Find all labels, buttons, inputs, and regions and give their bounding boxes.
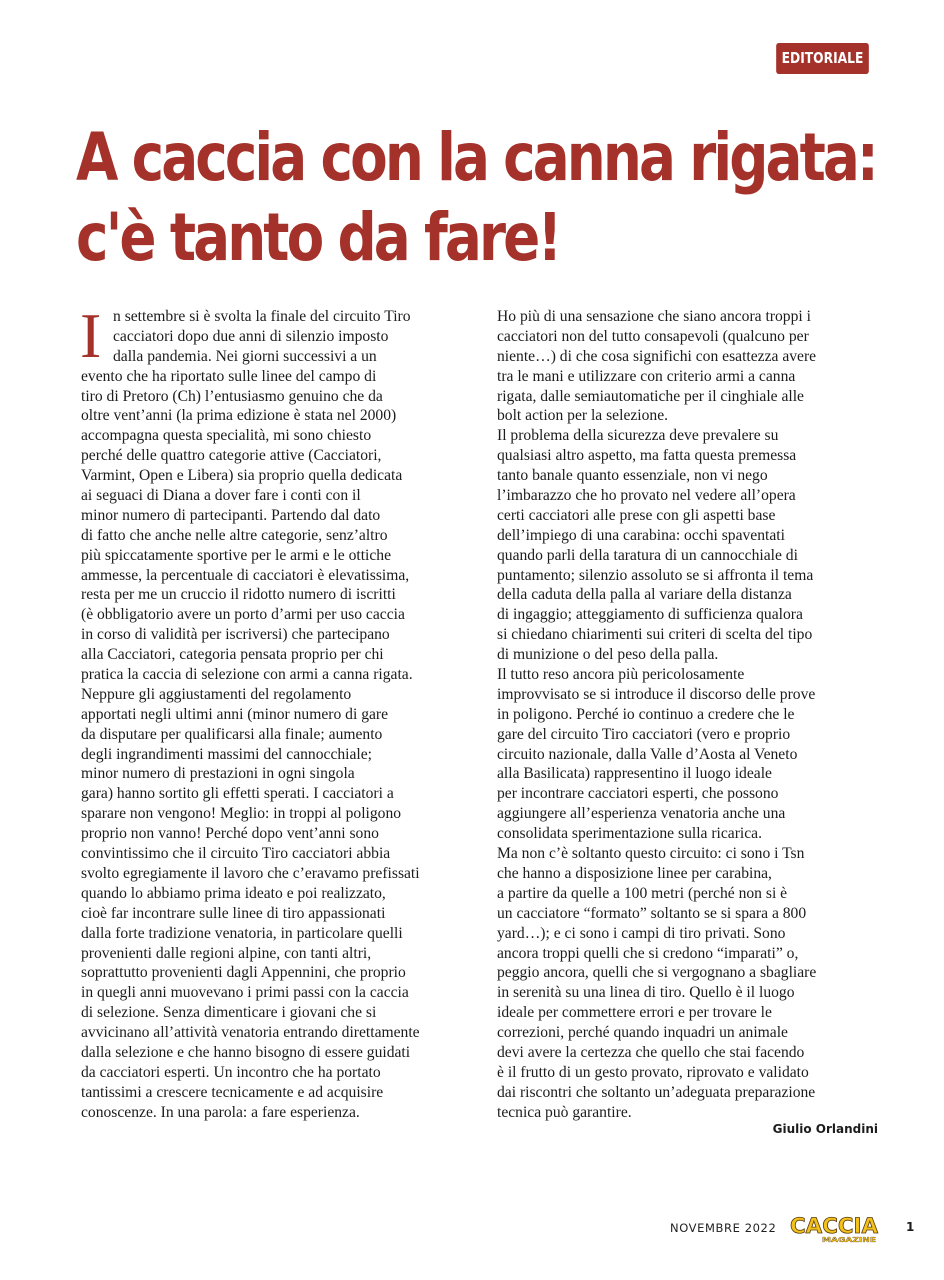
article-line: di selezione. Senza dimenticare i giovani che si bbox=[81, 1004, 377, 1022]
article-line: improvvisato se si introduce il discorso delle prove bbox=[497, 685, 816, 703]
article-line: cioè far incontrare sulle linee di tiro appassionati bbox=[81, 904, 386, 922]
article-line: devi avere la certezza che quello che stai facendo bbox=[497, 1043, 805, 1061]
headline-line-1: A caccia con la canna rigata: bbox=[76, 119, 876, 196]
article-line: dalla pandemia. Nei giorni successivi a un bbox=[113, 347, 377, 365]
article-line: a partire da quelle a 100 metri (perché non si è bbox=[497, 884, 788, 902]
logo-top-text: CACCIA bbox=[790, 1214, 879, 1238]
article-line: tantissimi a crescere tecnicamente e ad acquisire bbox=[81, 1083, 384, 1101]
article-line: cacciatori dopo due anni di silenzio imposto bbox=[113, 327, 389, 345]
article-line: quando lo abbiamo prima ideato e poi realizzato, bbox=[81, 884, 386, 902]
article-line: ancora troppi quelli che si credono “imparati” o, bbox=[497, 944, 799, 962]
article-line: qualsiasi altro aspetto, ma fatta questa premessa bbox=[497, 447, 797, 465]
article-line: si chiedano chiarimenti sui criteri di scelta del tipo bbox=[497, 626, 813, 644]
article-line: da disputare per qualificarsi alla finale; aumento bbox=[81, 725, 383, 743]
article-line: Ho più di una sensazione che siano ancora troppi i bbox=[497, 308, 811, 325]
article-line: che hanno a disposizione linee per carabina, bbox=[497, 864, 772, 882]
article-line: gara) hanno sortito gli effetti sperati. I cacciatori a bbox=[81, 785, 394, 803]
article-line: dell’impiego di una carabina: occhi spaventati bbox=[497, 526, 785, 544]
article-line: di ingaggio; atteggiamento di sufficienza qualora bbox=[497, 606, 803, 624]
article-line: convintissimo che il circuito Tiro cacciatori abbia bbox=[81, 845, 391, 863]
article-line: Neppure gli aggiustamenti del regolamento bbox=[81, 685, 352, 703]
article-line: tanto banale quanto essenziale, non vi nego bbox=[497, 467, 768, 485]
article-line: quando parli della taratura di un cannocchiale di bbox=[497, 546, 798, 564]
article-line: evento che ha riportato sulle linee del campo di bbox=[81, 367, 377, 385]
article-line: puntamento; silenzio assoluto se si affronta il tema bbox=[497, 566, 814, 584]
article-headline bbox=[76, 118, 896, 278]
article-line: consolidata sperimentazione sulla ricarica. bbox=[497, 825, 762, 843]
article-line: un cacciatore “formato” soltanto se si spara a 800 bbox=[497, 904, 807, 922]
article-line: n settembre si è svolta la finale del circuito Tiro bbox=[113, 308, 411, 325]
article-line: dai riscontri che soltanto un’adeguata preparazione bbox=[497, 1083, 816, 1101]
article-line: soprattutto provenienti dagli Appennini, che proprio bbox=[81, 964, 406, 982]
article-line: Il tutto reso ancora più pericolosamente bbox=[497, 666, 745, 684]
article-line: avvicinano all’attività venatoria entrando direttamente bbox=[81, 1024, 420, 1042]
article-line: è il frutto di un gesto provato, riprovato e validato bbox=[497, 1063, 809, 1081]
article-line: circuito nazionale, dalla Valle d’Aosta al Veneto bbox=[497, 745, 798, 763]
article-line: da cacciatori esperti. Un incontro che ha portato bbox=[81, 1063, 381, 1081]
logo-bottom-text: MAGAZINE bbox=[822, 1236, 877, 1244]
article-line: l’imbarazzo che ho provato nel vedere all’opera bbox=[497, 487, 796, 505]
article-line: ideale per commettere errori e per trovare le bbox=[497, 1004, 772, 1022]
article-line: yard…); e ci sono i campi di tiro privati. Sono bbox=[497, 924, 786, 942]
article-column-right bbox=[497, 307, 882, 1123]
article-line: tecnica può garantire. bbox=[497, 1103, 632, 1121]
caccia-magazine-logo bbox=[788, 1212, 880, 1244]
article-line: degli ingrandimenti massimi del cannocchiale; bbox=[81, 745, 372, 763]
article-line: niente…) di che cosa significhi con esattezza avere bbox=[497, 347, 817, 365]
article-line: tiro di Pretoro (Ch) l’entusiasmo genuino che da bbox=[81, 387, 383, 405]
article-line: per incontrare cacciatori esperti, che possono bbox=[497, 785, 779, 803]
article-line: Varmint, Open e Libera) sia proprio quella dedicata bbox=[81, 467, 403, 485]
article-line: minor numero di partecipanti. Partendo dal dato bbox=[81, 506, 381, 524]
article-line: peggio ancora, quelli che si vergognano a sbagliare bbox=[497, 964, 817, 982]
article-line: accompagna questa specialità, mi sono chiesto bbox=[81, 427, 372, 445]
article-line: dalla selezione e che hanno bisogno di essere guidati bbox=[81, 1043, 411, 1061]
article-line: (è obbligatorio avere un porto d’armi per uso caccia bbox=[81, 606, 405, 624]
article-line: alla Cacciatori, categoria pensata proprio per chi bbox=[81, 646, 384, 664]
article-line: oltre vent’anni (la prima edizione è stata nel 2000) bbox=[81, 407, 397, 425]
article-line: di munizione o del peso della palla. bbox=[497, 646, 719, 664]
article-line: provenienti dalle regioni alpine, con tanti altri, bbox=[81, 944, 372, 962]
article-line: rigata, dalle semiautomatiche per il cinghiale alle bbox=[497, 387, 804, 405]
article-author: Giulio Orlandini bbox=[772, 1122, 878, 1136]
drop-cap: I bbox=[80, 300, 102, 371]
article-line: Il problema della sicurezza deve prevalere su bbox=[497, 427, 779, 445]
article-line: proprio non vanno! Perché dopo vent’anni sono bbox=[81, 825, 379, 843]
article-line: tra le mani e utilizzare con criterio armi a canna bbox=[497, 367, 796, 385]
article-line: resta per me un cruccio il ridotto numero di iscritti bbox=[81, 586, 396, 604]
article-line: di fatto che anche nelle altre categorie, senz’altro bbox=[81, 526, 388, 544]
section-badge: EDITORIALE bbox=[776, 43, 869, 74]
article-line: in quegli anni muovevano i primi passi con la caccia bbox=[81, 984, 409, 1002]
article-line: cacciatori non del tutto consapevoli (qualcuno per bbox=[497, 327, 809, 345]
article-line: in corso di validità per iscriversi) che partecipano bbox=[81, 626, 390, 644]
article-line: bolt action per la selezione. bbox=[497, 407, 669, 425]
article-line: in serenità su una linea di tiro. Quello è il luogo bbox=[497, 984, 795, 1002]
page-number: 1 bbox=[906, 1220, 915, 1234]
article-line: minor numero di prestazioni in ogni singola bbox=[81, 765, 355, 783]
article-line: alla Basilicata) rappresentino il luogo ideale bbox=[497, 765, 772, 783]
headline-line-2: c'è tanto da fare! bbox=[76, 199, 560, 276]
article-line: apportati negli ultimi anni (minor numero di gare bbox=[81, 705, 389, 723]
article-line: conoscenze. In una parola: a fare esperienza. bbox=[81, 1103, 360, 1121]
article-line: svolto egregiamente il lavoro che c’eravamo prefissati bbox=[81, 864, 420, 882]
article-line: della caduta della palla al variare della distanza bbox=[497, 586, 792, 604]
article-line: Ma non c’è soltanto questo circuito: ci sono i Tsn bbox=[497, 845, 805, 863]
article-line: gare del circuito Tiro cacciatori (vero e proprio bbox=[497, 725, 791, 743]
article-line: più spiccatamente sportive per le armi e le ottiche bbox=[81, 546, 392, 564]
article-line: dalla forte tradizione venatoria, in particolare quelli bbox=[81, 924, 403, 942]
issue-date: NOVEMBRE 2022 bbox=[670, 1221, 777, 1235]
article-line: pratica la caccia di selezione con armi a canna rigata. bbox=[81, 666, 413, 684]
article-line: sparare non vengono! Meglio: in troppi al poligono bbox=[81, 805, 402, 823]
article-line: aggiungere all’esperienza venatoria anche una bbox=[497, 805, 786, 823]
article-line: correzioni, perché quando inquadri un animale bbox=[497, 1024, 788, 1042]
article-line: in poligono. Perché io continuo a credere che le bbox=[497, 705, 795, 723]
article-column-left bbox=[80, 300, 465, 1123]
article-line: perché delle quattro categorie attive (Cacciatori, bbox=[81, 447, 382, 465]
article-line: certi cacciatori alle prese con gli aspetti base bbox=[497, 506, 776, 524]
article-line: ai seguaci di Diana a dover fare i conti con il bbox=[81, 487, 361, 505]
article-line: ammesse, la percentuale di cacciatori è elevatissima, bbox=[81, 566, 410, 584]
